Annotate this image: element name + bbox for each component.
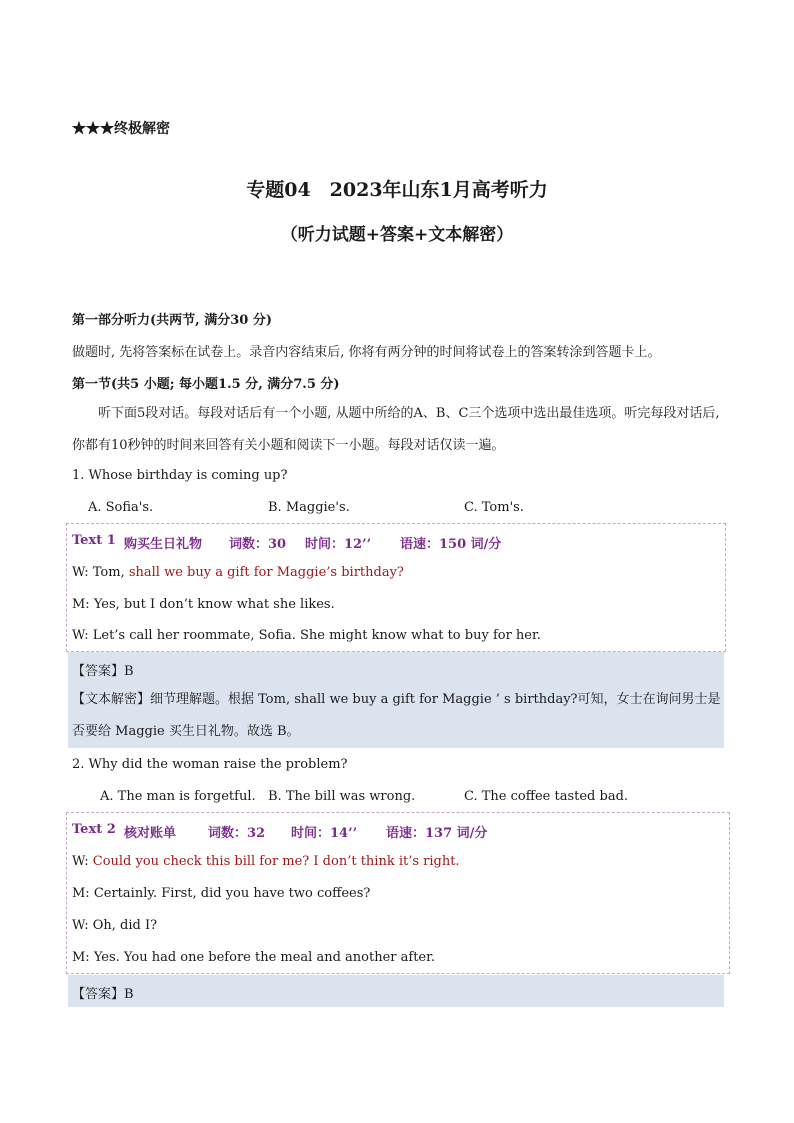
answer-2: 【答案】B xyxy=(72,987,134,1002)
option-a: A. Sofia's. xyxy=(88,500,154,515)
page-title: 专题04 2023年山东1月高考听力 xyxy=(246,179,548,201)
answer-1: 【答案】B xyxy=(72,664,134,679)
dialogue-line xyxy=(72,565,404,580)
page-subtitle: （听力试题+答案+文本解密） xyxy=(280,225,514,245)
dialogue-key-sentence: shall we buy a gift for Maggie’s birthday? xyxy=(128,565,404,580)
option-a: A. The man is forgetful. xyxy=(100,789,256,804)
dialogue-key-sentence: Could you check this bill for me? I don’t think it’s right. xyxy=(92,854,460,869)
dialogue-text: Oh, did I? xyxy=(92,918,158,933)
text-2-words: 词数：32 xyxy=(208,826,266,841)
text-2-time: 时间：14’’ xyxy=(291,826,358,841)
speaker: M: xyxy=(72,597,94,612)
speaker: W: xyxy=(72,565,93,580)
speaker: M: xyxy=(72,950,94,965)
page-tag: ★★★终极解密 xyxy=(72,121,170,137)
dialogue-line xyxy=(72,628,541,643)
dialogue-line xyxy=(72,854,460,869)
dialogue-line xyxy=(72,950,435,965)
dialogue-text: Tom, xyxy=(92,565,129,580)
explanation-1: 【文本解密】细节理解题。根据 Tom, shall we buy a gift for Maggie ’ s birthday?可知，女士在询问男士是否要给 Maggie 买生日礼物。故选 B。 xyxy=(72,692,721,739)
text-1-topic: 购买生日礼物 xyxy=(124,537,203,552)
option-c: C. The coffee tasted bad. xyxy=(464,789,629,804)
part-heading: 第一部分听力(共两节, 满分30 分) xyxy=(72,313,272,328)
dialogue-line xyxy=(72,886,370,901)
dialogue-text: Let’s call her roommate, Sofia. She might know what to buy for her. xyxy=(92,628,541,643)
dialogue-text: Certainly. First, did you have two coffees? xyxy=(93,886,371,901)
text-1-time: 时间：12’’ xyxy=(305,537,372,552)
section-intro: 听下面5段对话。每段对话后有一个小题, 从题中所给的A、B、C三个选项中选出最佳选项。听完每段对话后, 你都有10秒钟的时间来回答有关小题和阅读下一小题。每段对话仅读一遍。 xyxy=(72,406,720,453)
speaker: M: xyxy=(72,886,94,901)
text-2-speed: 语速：137 词/分 xyxy=(386,826,488,841)
option-b: B. Maggie's. xyxy=(268,500,350,515)
dialogue-line xyxy=(72,918,157,933)
text-1-words: 词数：30 xyxy=(229,537,287,552)
speaker: W: xyxy=(72,854,93,869)
text-1-speed: 语速：150 词/分 xyxy=(400,537,502,552)
instruction: 做题时, 先将答案标在试卷上。录音内容结束后, 你将有两分钟的时间将试卷上的答案转涂到答题卡上。 xyxy=(72,345,661,360)
text-2-label: Text 2 xyxy=(72,822,116,837)
dialogue-line xyxy=(72,597,335,612)
section-heading: 第一节(共5 小题; 每小题1.5 分, 满分7.5 分) xyxy=(72,377,340,392)
text-2-topic: 核对账单 xyxy=(124,826,177,841)
question-2: 2. Why did the woman raise the problem? xyxy=(72,757,348,772)
speaker: W: xyxy=(72,918,93,933)
dialogue-text: Yes, but I don’t know what she likes. xyxy=(93,597,335,612)
speaker: W: xyxy=(72,628,93,643)
text-1-label: Text 1 xyxy=(72,533,116,548)
option-b: B. The bill was wrong. xyxy=(268,789,416,804)
option-c: C. Tom's. xyxy=(464,500,524,515)
dialogue-text: Yes. You had one before the meal and another after. xyxy=(93,950,436,965)
answer-2-box xyxy=(68,975,724,1007)
question-1: 1. Whose birthday is coming up? xyxy=(72,468,288,483)
